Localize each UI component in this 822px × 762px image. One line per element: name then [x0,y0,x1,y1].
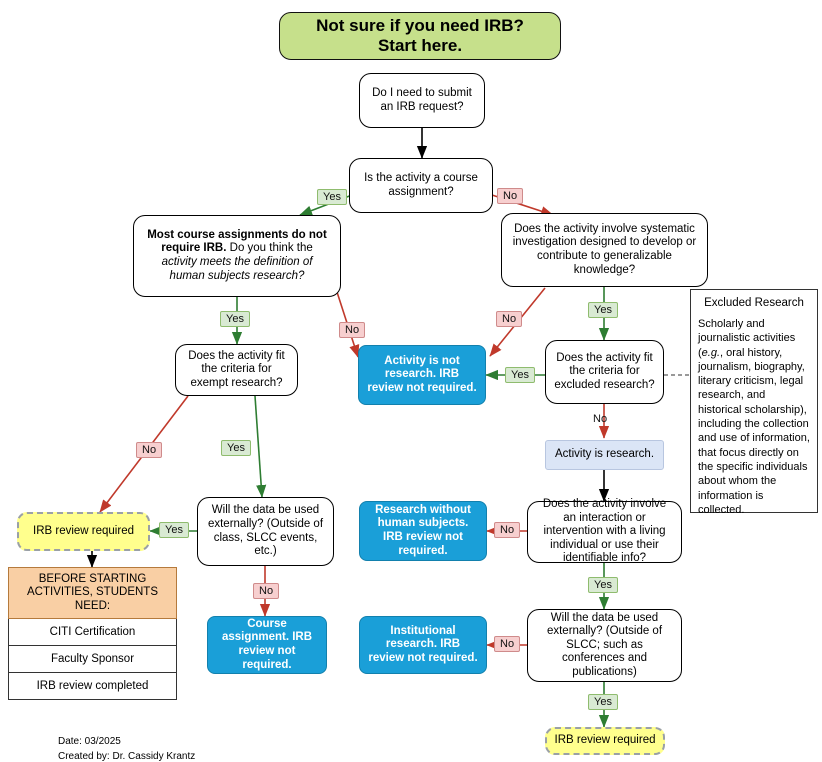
node-start-label: Do I need to submit an IRB request? [372,86,472,113]
node-not-research-label: Activity is not research. IRB review not required. [367,354,477,394]
panel-excluded-research-body-2: , oral history, journalism, biography, literary criticism, legal research, and historical scholarship), including the collection and use of information, that focus directly on the specific individuals about whom the information is collected. [698,346,810,516]
edge-label-yes-systematic: Yes [588,302,618,318]
node-activity-is-research [545,440,664,470]
edge-label-yes-human-subjects: Yes [220,311,250,327]
edge-label-no-excluded: No [593,413,608,425]
node-institutional-research-label: Institutional research. IRB review not required. [368,624,478,664]
node-course-assignment-result [207,616,327,674]
panel-excluded-research-body-italic: e.g. [701,346,721,359]
title-line-1: Not sure if you need IRB? [316,15,524,35]
node-course-assignment-label: Is the activity a course assignment? [364,171,478,198]
list-item: IRB review completed [36,680,149,692]
node-exempt-label: Does the activity fit the criteria for exempt research? [188,349,285,389]
edge-label-no-course: No [497,188,523,204]
students-requirements-header-line-1: BEFORE STARTING ACTIVITIES, STUDENTS [27,572,158,599]
panel-excluded-research-body-1: Scholarly and journalistic activities ( [698,317,796,359]
node-data-used-externally-left [197,497,334,566]
node-most-course-bold-label: Most course assignments do not require IRB. [147,228,327,255]
edge-label-yes-external-right: Yes [588,694,618,710]
edge-label-yes-exempt: Yes [221,440,251,456]
footer-date: Date: 03/2025 [58,736,121,747]
node-most-course-assignments [133,215,341,297]
node-irb-review-required-left [17,512,150,551]
node-systematic-label: Does the activity involve systematic investigation designed to develop or contribute to generalizable knowledge? [512,222,697,276]
node-not-research [358,345,486,405]
edge-label-no-external-right: No [494,636,520,652]
node-data-used-externally-left-label: Will the data be used externally? (Outside of class, SLCC events, etc.) [207,504,324,558]
panel-excluded-research-title: Excluded Research [704,297,804,309]
title-banner [279,12,561,60]
edge-label-yes-excluded: Yes [505,367,535,383]
node-irb-review-required-right [545,727,665,755]
students-requirements-list [8,619,177,700]
node-most-course-italic-label: activity meets the definition of human subjects research? [161,256,313,282]
edge-label-no-exempt: No [136,442,162,458]
students-requirements-header-line-2: NEED: [74,599,111,612]
node-data-used-externally-right-label: Will the data be used externally? (Outside of SLCC; such as conferences and publications) [546,611,663,678]
list-item: CITI Certification [9,619,176,646]
edge-label-no-human-subjects: No [339,322,365,338]
node-interaction-intervention [527,498,682,565]
node-research-without-human-subjects [359,501,487,561]
node-excluded-criteria-label: Does the activity fit the criteria for excluded research? [554,351,655,391]
node-data-used-externally-right [527,609,682,682]
node-research-without-human-subjects-label: Research without human subjects. IRB review not required. [375,503,471,557]
edge-label-yes-interaction: Yes [588,577,618,593]
node-course-assignment-result-label: Course assignment. IRB review not required. [221,617,313,671]
footer-created-by: Created by: Dr. Cassidy Krantz [58,750,196,762]
edge-label-no-systematic: No [496,311,522,327]
edge-label-no-external-left: No [253,583,279,599]
node-systematic-investigation [501,213,708,287]
node-excluded-criteria [545,340,664,404]
edge-label-yes-course: Yes [317,189,347,205]
students-requirements-header [8,567,177,619]
edge-label-yes-external-left: Yes [159,522,189,538]
node-activity-is-research-label: Activity is research. [554,448,655,461]
node-most-course-question-label: Do you think the [229,242,313,255]
node-start [359,73,485,128]
panel-excluded-research [690,289,818,516]
node-interaction-label: Does the activity involve an interaction or intervention with a living individual or use their identifiable info? [542,498,667,565]
list-item: Faculty Sponsor [9,646,176,673]
node-course-assignment [349,158,493,213]
footer [58,735,195,762]
node-irb-review-required-left-label: IRB review required [33,524,134,537]
node-institutional-research [359,616,487,674]
edge-label-no-interaction: No [494,522,520,538]
node-irb-review-required-right-label: IRB review required [554,734,656,747]
node-exempt-criteria [175,344,298,396]
title-line-2: Start here. [377,36,463,55]
